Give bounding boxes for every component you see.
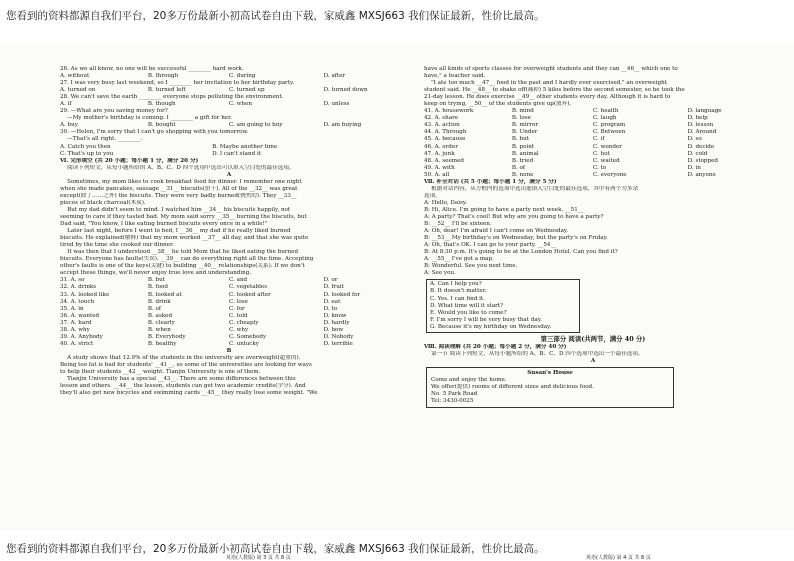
text-line: pieces of black charcoal(木炭). bbox=[60, 199, 146, 206]
option-text: B. turned left bbox=[147, 87, 186, 94]
text-line: Tianjin University has a special __43__. There are some differences between this bbox=[60, 376, 296, 383]
option-text: 48. A. seemed bbox=[424, 157, 464, 164]
option-text: C. lose bbox=[228, 298, 248, 305]
option-text: C. when bbox=[228, 101, 252, 108]
text-line: Ⅵ. 完形填空 (共 20 小题；每小题 1 分，满分 20 分) bbox=[60, 157, 199, 164]
option-row bbox=[60, 284, 398, 291]
option-row bbox=[60, 73, 398, 80]
option-text: B. mirror bbox=[511, 122, 539, 129]
option-text: 39. A. Anybody bbox=[60, 333, 103, 340]
text-line: Ⅷ. 阅读理解 (共 20 小题；每小题 2 分，满分 40 分) bbox=[424, 343, 567, 350]
option-row bbox=[424, 165, 762, 172]
text-line: biscuits. Everyone has faults(失误). __39__ can do everything right all the time. Accepting bbox=[60, 256, 314, 263]
text-line: 根据对话内容，从方框内的选项中选出能填入空白处的最佳选项，其中有两个为多余 bbox=[424, 185, 639, 192]
option-text: D. terrible bbox=[323, 340, 353, 347]
option-text: 46. A. order bbox=[424, 143, 458, 150]
option-text: 44. A. Through bbox=[424, 129, 467, 136]
option-text: C. everyone bbox=[592, 171, 627, 178]
option-text: B. point bbox=[511, 143, 535, 150]
option-text: B. bought bbox=[147, 122, 176, 129]
option-row bbox=[60, 122, 398, 129]
dialogue-option: G. Because it's my birthday on Wednesday. bbox=[430, 323, 552, 330]
option-text: D. in bbox=[687, 164, 701, 171]
option-row bbox=[424, 108, 762, 115]
option-text: B. when bbox=[147, 326, 171, 333]
footer-right: 英语(人教版) 第 4 页 共 8 页 bbox=[586, 555, 651, 561]
option-text: D. lesson bbox=[687, 122, 714, 129]
option-text: C. cheaply bbox=[228, 319, 259, 326]
option-row bbox=[424, 144, 762, 151]
text-line: 阅读下列短文，从每小题所给的 A、B、C、D 四个选项中选出可以填入空白处的最佳选项。 bbox=[60, 164, 295, 171]
option-text: 35. A. in bbox=[60, 305, 84, 312]
text-line: to help their students __42__ weight. Tianjin University is one of them. bbox=[60, 369, 261, 376]
text-line: tired by the time she cooked our dinner. bbox=[60, 242, 174, 249]
option-text: B. clearly bbox=[147, 319, 175, 326]
option-row bbox=[60, 327, 398, 334]
option-text: 49. A. with bbox=[424, 164, 455, 171]
dialogue-options-box bbox=[426, 279, 580, 332]
text-line: other's faults is one of the keys(关键) to building __40__ relationships(关系). If we don't bbox=[60, 263, 305, 270]
text-line: A study shows that 12.9% of the students in the university are overweight(超重的). bbox=[60, 354, 301, 361]
option-text: 50. A. all bbox=[424, 171, 450, 178]
option-text: 43. A. action bbox=[424, 122, 460, 129]
top-banner: 您看到的资料都源自我们平台，20多万份最新小初高试卷自由下载，家威鑫 MXSJ663 我们保证最新，性价比最高。 bbox=[6, 10, 545, 22]
option-text: D. Around bbox=[687, 129, 717, 136]
dialogue-option: A. Can I help you? bbox=[430, 281, 482, 288]
option-text: C. Somebody bbox=[228, 333, 267, 340]
option-row bbox=[60, 101, 398, 108]
option-text: D. help bbox=[687, 115, 708, 122]
option-text: 36. A. wanted bbox=[60, 312, 100, 319]
text-line: when she made pancakes, sausage __31__ biscuits(饼干). All of the __32__ was great bbox=[60, 185, 298, 192]
dialogue-option: D. What time will it start? bbox=[430, 302, 504, 309]
option-text: A. if bbox=[60, 101, 72, 108]
section-heading: 第三部分 阅读(共两节，满分 40 分) bbox=[540, 334, 646, 343]
option-text: C. wonder bbox=[592, 143, 622, 150]
option-text: D. turned down bbox=[323, 87, 368, 94]
text-line: —My mother's birthday is coming. I ________ a gift for her. bbox=[60, 115, 232, 122]
option-row bbox=[424, 172, 762, 179]
text-line: A: __55__ I've got a map. bbox=[424, 256, 494, 263]
option-text: C. laugh bbox=[592, 115, 617, 122]
left-column bbox=[60, 66, 398, 522]
text-line: 26. As we all know, no one will be successful ________ hard work. bbox=[60, 66, 244, 72]
option-text: B. but bbox=[147, 277, 165, 284]
option-text: D. so bbox=[687, 136, 702, 143]
option-row bbox=[60, 320, 398, 327]
dialogue-option: C. Yes. I can find it. bbox=[430, 295, 485, 302]
option-text: C. and bbox=[228, 277, 248, 284]
text-line: student said. He __48__ to shake off(减掉) 5 kilos before the second semester, so he took the bbox=[424, 87, 685, 94]
option-text: 33. A. looked like bbox=[60, 291, 110, 298]
text-line: 29. —What are you saving money for? bbox=[60, 108, 168, 115]
option-text: 31. A. so bbox=[60, 277, 85, 284]
ad-line: Come and enjoy the home. bbox=[431, 376, 507, 383]
text-line: A bbox=[226, 171, 232, 178]
text-line: Sometimes, my mom likes to cook breakfast food for dinner. I remember one night bbox=[60, 178, 302, 185]
text-line: B: __53__ My birthday's on Wednesday, but the party's on Friday. bbox=[424, 235, 608, 242]
option-text: B. looked at bbox=[147, 291, 182, 298]
option-text: 40. A. strict bbox=[60, 340, 94, 347]
text-line: B: At 8:30 p.m. It's going to be at the London Hotel. Can you find it? bbox=[424, 249, 618, 256]
text-line: It was then that I understood __38__ he told Mom that he liked eating the burned bbox=[60, 249, 299, 256]
option-text: C. told bbox=[228, 312, 248, 319]
option-text: C. Between bbox=[592, 129, 626, 136]
option-row bbox=[60, 341, 398, 348]
option-row bbox=[424, 136, 762, 143]
option-text: C. why bbox=[228, 326, 249, 333]
option-text: C. looked after bbox=[228, 291, 271, 298]
option-text: C. program bbox=[592, 122, 626, 129]
option-text: C. if bbox=[592, 136, 605, 143]
option-text: C. vegetables bbox=[228, 284, 268, 291]
option-text: D. fruit bbox=[323, 284, 344, 291]
text-line: —That's all right. ________. bbox=[60, 136, 143, 143]
text-line: 28. We can't save the earth ________ everyone stops polluting the environment. bbox=[60, 94, 284, 101]
option-text: D. language bbox=[687, 108, 722, 115]
option-text: D. looked for bbox=[323, 291, 361, 298]
ad-line: No. 5 Park Road bbox=[431, 391, 478, 398]
option-text: 34. A. touch bbox=[60, 298, 95, 305]
text-line: Later last night, before I went to bed, I __36__ my dad if he really liked burned bbox=[60, 228, 291, 235]
text-line: 27. I was very busy last weekend, so I ________ her invitation to her birthday party. bbox=[60, 80, 295, 87]
dialogue-option: F. I'm sorry I will be very busy that day. bbox=[430, 316, 542, 323]
option-row bbox=[424, 129, 762, 136]
option-row bbox=[60, 313, 398, 320]
option-row bbox=[60, 299, 398, 306]
text-line: B: Wonderful. See you next time. bbox=[424, 263, 518, 270]
option-row bbox=[424, 158, 762, 165]
text-line: A: Oh, that's OK. I can go to your party. __54__ bbox=[424, 242, 557, 249]
text-line: 21-day lesson. He does exercise __49__ other students every day. Although it is hard to bbox=[424, 94, 671, 101]
option-text: D. unless bbox=[323, 101, 350, 108]
option-text: C. unlucky bbox=[228, 340, 259, 347]
option-text: D. eat bbox=[323, 298, 341, 305]
option-text: D. or bbox=[323, 277, 338, 284]
ad-line: Tel: 3430-0025 bbox=[431, 398, 474, 405]
option-text: 37. A. hard bbox=[60, 319, 92, 326]
option-text: D. Nobody bbox=[323, 333, 354, 340]
option-row bbox=[60, 277, 398, 284]
option-row bbox=[60, 292, 398, 299]
option-text: D. cold bbox=[687, 150, 708, 157]
option-text: B. none bbox=[511, 171, 534, 178]
option-text: D. after bbox=[323, 73, 346, 80]
text-line: B: Hi, Alice. I'm going to have a party next week. __51__ bbox=[424, 206, 584, 213]
dialogue-option: B. It doesn't matter. bbox=[430, 288, 487, 295]
text-line: A: See you. bbox=[424, 270, 456, 277]
text-line: biscuits. He explained(解释) that my mom worked __37__ all day, and that she was quite bbox=[60, 235, 309, 242]
option-text: C. to bbox=[592, 164, 607, 171]
option-row bbox=[60, 87, 398, 94]
text-line: seeming to care if they tasted bad. My mom said sorry __35__ burning the biscuits, but bbox=[60, 213, 307, 220]
option-row bbox=[60, 151, 398, 158]
option-text: B. Under bbox=[511, 129, 538, 136]
option-row bbox=[424, 151, 762, 158]
option-text: B. tried bbox=[511, 157, 534, 164]
text-line: A: Hello, Daisy. bbox=[424, 199, 468, 206]
text-line: B: __52__ I'll be sixteen. bbox=[424, 221, 492, 228]
text-line: Dad said, "You know, I like eating burned biscuits every once in a while!" bbox=[60, 221, 268, 228]
text-line: "I ate too much __47__ food in the past and I hardly ever exercised," an overweight bbox=[424, 80, 667, 87]
option-text: B. animal bbox=[511, 150, 539, 157]
option-text: C. for bbox=[228, 305, 245, 312]
text-line: keep on trying, __50__ of the students give up(放弃). bbox=[424, 101, 572, 108]
text-line: A: Oh, dear! I'm afraid I can't come on Wednesday. bbox=[424, 228, 569, 235]
option-text: D. decide bbox=[687, 143, 715, 150]
text-line: 30. —Helen, I'm sorry that I can't go shopping with you tomorrow. bbox=[60, 129, 249, 136]
option-text: B. but bbox=[511, 136, 529, 143]
ad-title: Susan's House bbox=[527, 369, 573, 376]
option-text: C. during bbox=[228, 73, 256, 80]
text-line: they'll also get new bicycles and swimming cards __45__ they really lose some weight. "We bbox=[60, 390, 318, 397]
option-text: D. hardly bbox=[323, 319, 350, 326]
option-text: B. lose bbox=[511, 115, 531, 122]
text-line: accept these things, we'll never enjoy true love and understanding. bbox=[60, 270, 252, 277]
option-text: D. anyone bbox=[687, 171, 716, 178]
option-row bbox=[424, 122, 762, 129]
option-text: D. know bbox=[323, 312, 347, 319]
ad-box bbox=[426, 367, 674, 408]
option-text: D. I can't stand it bbox=[212, 150, 262, 157]
text-line: except(除了……之外) the biscuits. They were very badly burned(烧焦的). They __33__ bbox=[60, 192, 297, 199]
option-row bbox=[60, 306, 398, 313]
text-line: A bbox=[590, 357, 596, 364]
text-line: have all kinds of sports classes for overweight students and they can __46__ which one to bbox=[424, 66, 678, 72]
option-text: A. without bbox=[60, 73, 90, 80]
option-row bbox=[60, 334, 398, 341]
option-text: C. waited bbox=[592, 157, 620, 164]
option-text: D. how bbox=[323, 326, 344, 333]
option-text: A. buy bbox=[60, 122, 78, 129]
option-text: C. turned up bbox=[228, 87, 265, 94]
ad-line: We offer(提供) rooms of different sizes and delicious food. bbox=[431, 383, 594, 390]
option-text: B. through bbox=[147, 73, 179, 80]
option-text: B. Maybe another time bbox=[212, 143, 278, 150]
text-line: But my dad didn't seem to mind. I watched him __34__ his biscuits happily, not bbox=[60, 206, 291, 213]
option-row bbox=[424, 115, 762, 122]
dialogue-option: E. Would you like to come? bbox=[430, 309, 507, 316]
option-text: C. am going to buy bbox=[228, 122, 283, 129]
option-text: B. drink bbox=[147, 298, 171, 305]
text-line: lesson and others. __44__ the lesson, students can get two academic credits(学分). And bbox=[60, 383, 306, 390]
option-text: D. to bbox=[323, 305, 338, 312]
option-text: A. turned on bbox=[60, 87, 96, 94]
option-text: 32. A. drinks bbox=[60, 284, 97, 291]
option-text: 47. A. junk bbox=[424, 150, 455, 157]
text-line: A: A party? That's cool! But why are you going to have a party? bbox=[424, 213, 604, 220]
option-row bbox=[60, 144, 398, 151]
option-text: B. food bbox=[147, 284, 168, 291]
text-line: Being too fat is bad for students' __41__, so some of the universities are looking for ways bbox=[60, 361, 312, 368]
text-line: have," a teacher said. bbox=[424, 73, 486, 80]
option-text: B. though bbox=[147, 101, 176, 108]
option-text: B. asked bbox=[147, 312, 173, 319]
option-text: B. mind bbox=[511, 108, 534, 115]
text-line: B bbox=[226, 347, 232, 354]
text-line: 第一节 阅读下列短文，从每小题所给的 A、B、C、D 四个选项中选出一个最佳选项。 bbox=[424, 350, 644, 357]
footer-left: 英语(人教版) 第 3 页 共 8 页 bbox=[226, 555, 291, 561]
option-text: C. That's up to you bbox=[60, 150, 114, 157]
option-text: C. hot bbox=[592, 150, 610, 157]
option-text: 41. A. housework bbox=[424, 108, 474, 115]
option-text: B. healthy bbox=[147, 340, 177, 347]
option-text: 38. A. why bbox=[60, 326, 90, 333]
option-text: B. Everybody bbox=[147, 333, 186, 340]
right-column bbox=[424, 66, 762, 522]
option-text: D. am buying bbox=[323, 122, 362, 129]
option-text: 45. A. because bbox=[424, 136, 466, 143]
text-line: Ⅶ. 补全对话 (共 5 小题；每小题 1 分，满分 5 分) bbox=[424, 178, 557, 185]
option-text: B. of bbox=[147, 305, 161, 312]
option-text: D. stopped bbox=[687, 157, 718, 164]
text-line: 选项。 bbox=[424, 192, 441, 199]
option-text: A. Catch you then bbox=[60, 143, 111, 150]
bottom-banner: 您看到的资料都源自我们平台，20多万份最新小初高试卷自由下载，家威鑫 MXSJ663 我们保证最新，性价比最高。 bbox=[6, 543, 545, 555]
option-text: C. health bbox=[592, 108, 619, 115]
option-text: 42. A. share bbox=[424, 115, 459, 122]
option-text: B. of bbox=[511, 164, 525, 171]
